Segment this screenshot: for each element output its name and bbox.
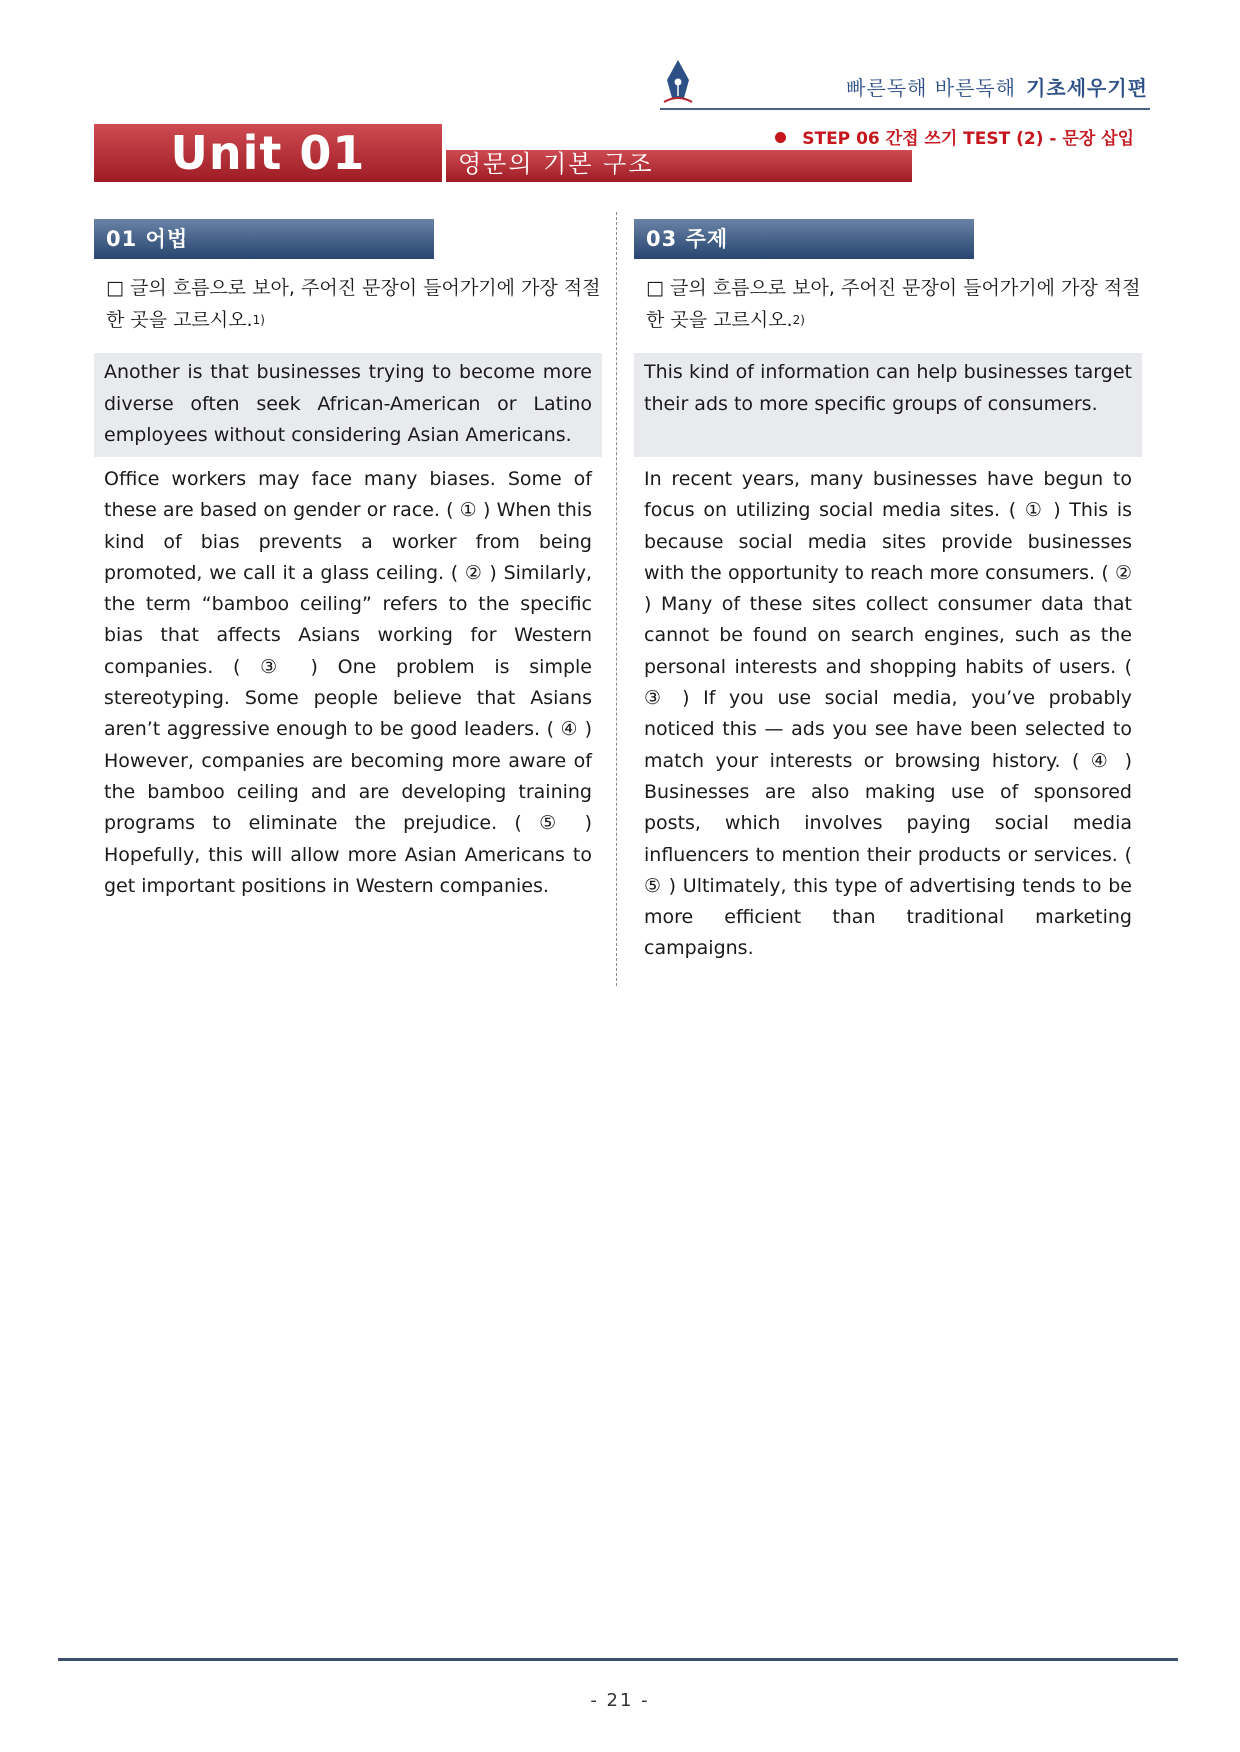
series-title xyxy=(846,72,1148,101)
step-label xyxy=(775,124,1134,149)
footnote-marker: 1) xyxy=(252,313,265,327)
footnote-marker: 2) xyxy=(792,313,805,327)
passage: In recent years, many businesses have begun to focus on utilizing social media sites. ( ① ) This is because social media sites provide businesses with the opportunity to reach more consumers. ( ② ) Many of these sites collect consumer data that cannot be found on search engines, such as the personal interests and shopping habits of users. ( ③ ) If you use social media, you’ve probably noticed this — ads you see have been selected to match your interests or browsing history. ( ④ ) Businesses are also making use of sponsored posts, which involves paying social media influencers to mention their products or services. ( ⑤ ) Ultimately, this type of advertising tends to be more efficient than traditional marketing campaigns. xyxy=(644,468,1132,960)
series-main-title: 기초세우기편 xyxy=(1026,76,1148,100)
instruction-text: □ 글의 흐름으로 보아, 주어진 문장이 들어가기에 가장 적절한 곳을 고르시오. xyxy=(646,277,1141,331)
footer-rule xyxy=(58,1658,1178,1661)
step-text: STEP 06 간접 쓰기 TEST (2) - 문장 삽입 xyxy=(802,129,1134,149)
given-sentence: Another is that businesses trying to become more diverse often seek African-American or Latino employees without considering Asian Americans. xyxy=(94,353,602,457)
instruction xyxy=(646,272,1146,336)
header-rule xyxy=(660,108,1150,110)
page-number: - 21 - xyxy=(590,1690,650,1711)
series-subtitle: 빠른독해 바른독해 xyxy=(846,76,1017,100)
given-sentence: This kind of information can help businesses target their ads to more specific groups of consumers. xyxy=(634,353,1142,457)
fountain-pen-nib-icon xyxy=(662,58,694,108)
unit-subtitle: 영문의 기본 구조 xyxy=(458,150,654,178)
instruction xyxy=(106,272,606,336)
instruction-text: □ 글의 흐름으로 보아, 주어진 문장이 들어가기에 가장 적절한 곳을 고르시오. xyxy=(106,277,601,331)
unit-title: Unit 01 xyxy=(170,126,366,180)
section-heading: 01 어법 xyxy=(94,219,434,259)
bullet-dot-icon xyxy=(775,132,786,143)
section-heading: 03 주제 xyxy=(634,219,974,259)
column-divider xyxy=(616,212,617,986)
passage: Office workers may face many biases. Some of these are based on gender or race. ( ① ) When this kind of bias prevents a worker from being promoted, we call it a glass ceiling. ( ② ) Similarly, the term “bamboo ceiling” refers to the specific bias that affects Asians working for Western companies. ( ③ ) One problem is simple stereotyping. Some people believe that Asians aren’t aggressive enough to be good leaders. ( ④ ) However, companies are becoming more aware of the bamboo ceiling and are developing training programs to eliminate the prejudice. ( ⑤ ) Hopefully, this will allow more Asian Americans to get important positions in Western companies. xyxy=(104,468,592,897)
